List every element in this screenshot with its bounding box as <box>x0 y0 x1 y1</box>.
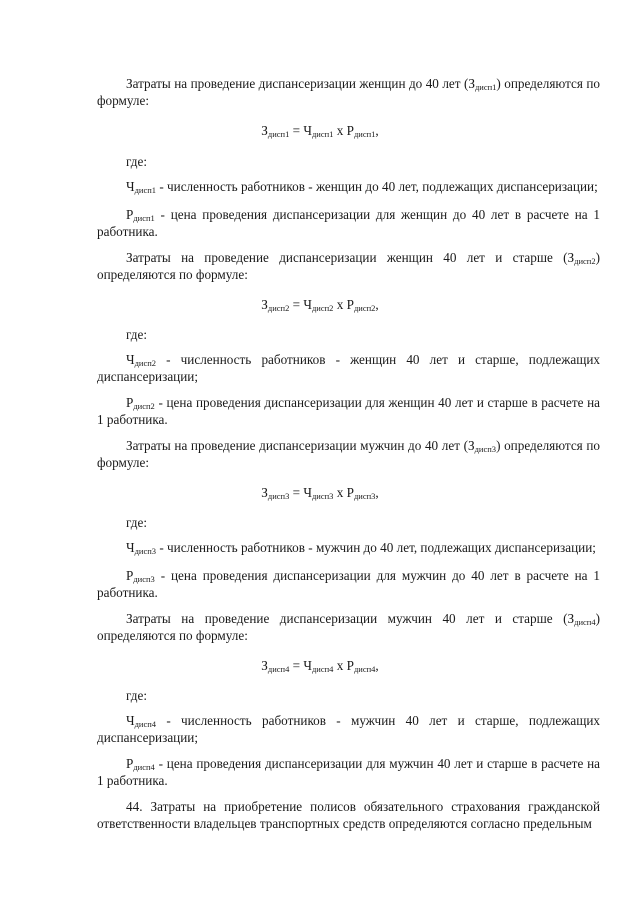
section-3-formula: $З_{дисп3} = Ч_{дисп3}$ х $Р_{дисп3}$, <box>261 485 379 501</box>
section-4-where: где: <box>126 688 147 703</box>
section-2-def-price: $Р_{дисп2}$ - цена проведения диспансеризации для женщин 40 лет и старше в расчете на 1 работника. <box>97 395 600 427</box>
section-2-def-count: $Ч_{дисп2}$ - численность работников - женщин 40 лет и старше, подлежащих диспансеризации; <box>97 352 600 384</box>
section-1-def-price: $Р_{дисп1}$ - цена проведения диспансеризации для женщин до 40 лет в расчете на 1 работника. <box>97 207 600 239</box>
section-2-intro: Затраты на проведение диспансеризации женщин 40 лет и старше $(З_{дисп2})$ определяются по формуле: <box>97 250 600 282</box>
section-3-def-price: $Р_{дисп3}$ - цена проведения диспансеризации для мужчин до 40 лет в расчете на 1 работника. <box>97 568 600 600</box>
section-2-where: где: <box>126 327 147 342</box>
section-1-where: где: <box>126 154 147 169</box>
section-3-intro: Затраты на проведение диспансеризации мужчин до 40 лет $(З_{дисп3})$ определяются по формуле: <box>97 438 601 470</box>
section-4-intro: Затраты на проведение диспансеризации мужчин 40 лет и старше $(З_{дисп4})$ определяются по формуле: <box>97 611 600 643</box>
paragraph-44: 44. Затраты на приобретение полисов обязательного страхования гражданской ответственности владельцев транспортных средств определяются согласно предельным <box>97 799 600 831</box>
section-3-def-count: $Ч_{дисп3}$ - численность работников - мужчин до 40 лет, подлежащих диспансеризации; <box>126 540 596 556</box>
section-4-def-price: $Р_{дисп4}$ - цена проведения диспансеризации для мужчин 40 лет и старше в расчете на 1 работника. <box>97 756 600 788</box>
section-1-intro: Затраты на проведение диспансеризации женщин до 40 лет $(З_{дисп1})$ определяются по формуле: <box>97 76 601 108</box>
section-3-where: где: <box>126 515 147 530</box>
section-4-def-count: $Ч_{дисп4}$ - численность работников - мужчин 40 лет и старше, подлежащих диспансеризации; <box>97 713 600 745</box>
section-4-formula: $З_{дисп4} = Ч_{дисп4}$ х $Р_{дисп4}$, <box>261 658 379 674</box>
section-2-formula: $З_{дисп2} = Ч_{дисп2}$ х $Р_{дисп2}$, <box>261 297 379 313</box>
section-1-def-count: $Ч_{дисп1}$ - численность работников - женщин до 40 лет, подлежащих диспансеризации; <box>126 179 598 195</box>
section-1-formula: $З_{дисп1} = Ч_{дисп1}$ х $Р_{дисп1}$, <box>261 123 379 139</box>
